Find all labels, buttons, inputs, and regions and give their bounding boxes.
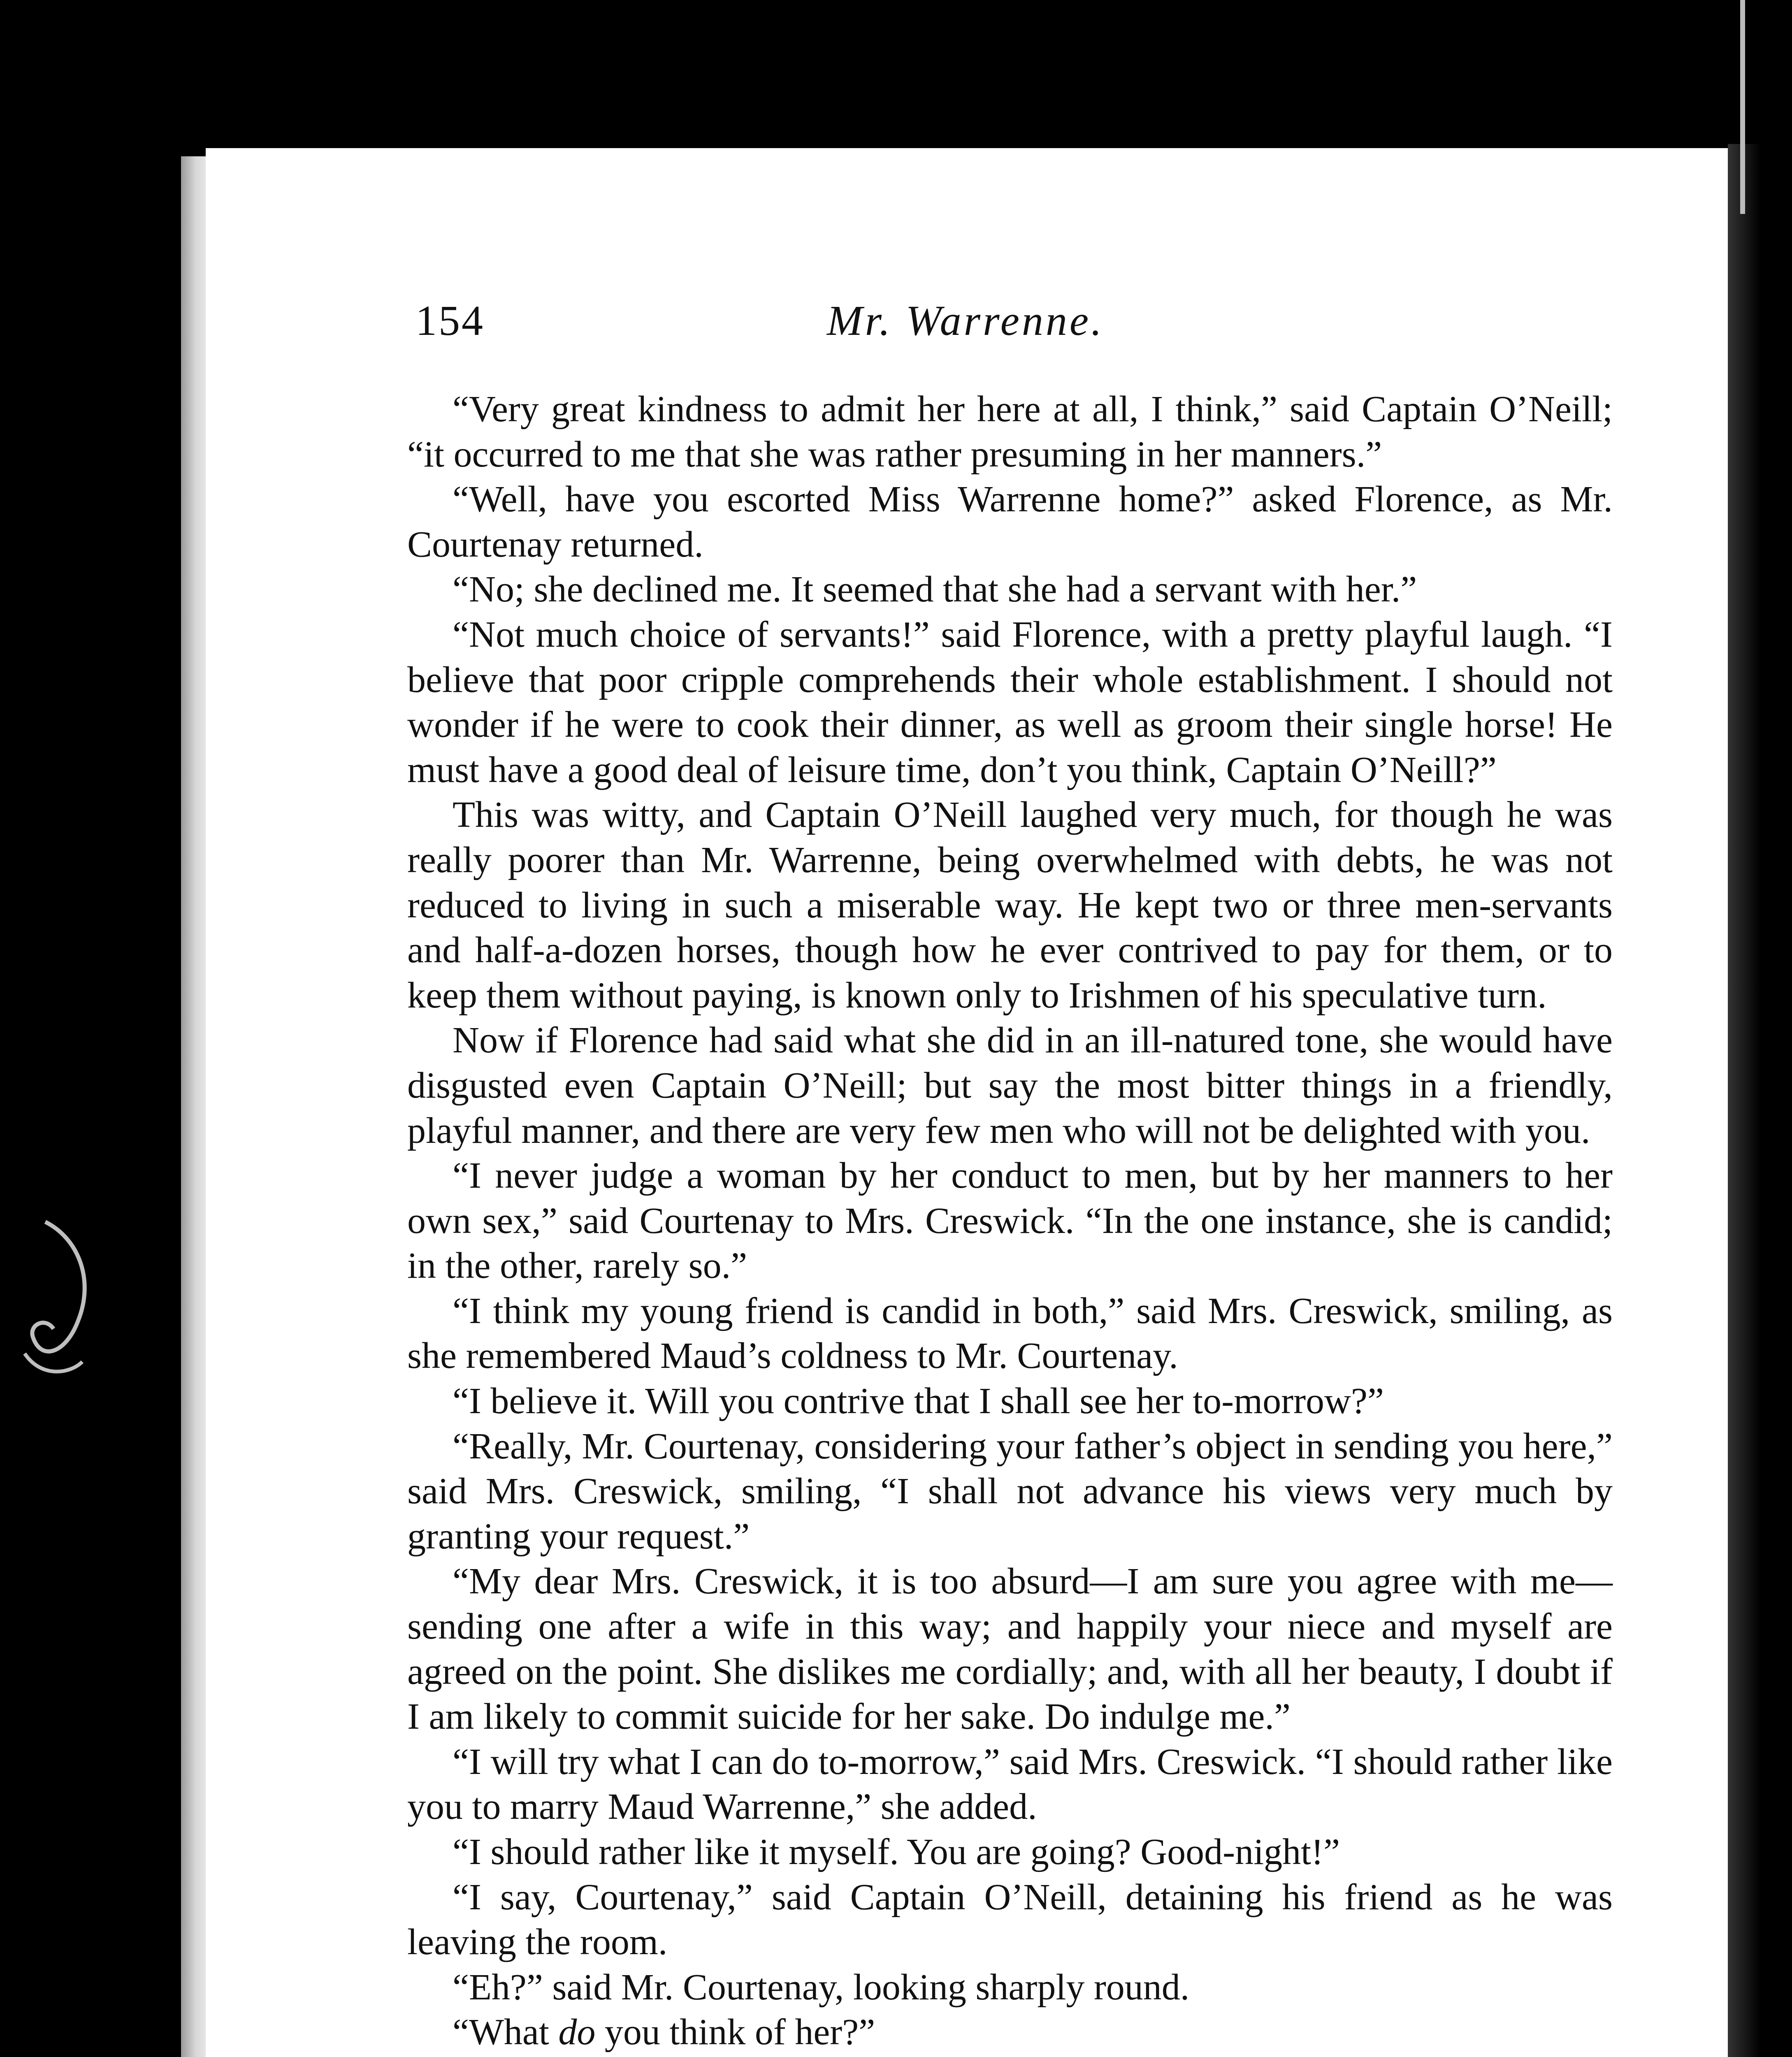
- running-header: [416, 296, 1609, 358]
- paragraph-what-do: [407, 2010, 1613, 2055]
- paragraph: “I say, Courtenay,” said Captain O’Neill, detaining his friend as he was leaving the room.: [407, 1876, 1613, 1963]
- running-title: Mr. Warrenne.: [827, 297, 1105, 344]
- paragraph: “No; she declined me. It seemed that she had a servant with her.”: [453, 569, 1417, 610]
- emphasis: do: [558, 2012, 596, 2053]
- paragraph: “Well, have you escorted Miss Warrenne home?” asked Florence, as Mr. Courtenay returned.: [407, 479, 1613, 565]
- text-run: you think of her?”: [595, 2012, 875, 2053]
- paragraph: “Really, Mr. Courtenay, considering your father’s object in sending you here,” said Mrs. Creswick, smiling, “I shall not advance his views very much by granting your request.”: [407, 1426, 1613, 1557]
- paragraph: Now if Florence had said what she did in an ill-natured tone, she would have disgusted even Captain O’Neill; but say the most bitter things in a friendly, playful manner, and there are very few men who will not be delighted with you.: [407, 1020, 1613, 1151]
- paragraph: “I never judge a woman by her conduct to men, but by her manners to her own sex,” said Courtenay to Mrs. Creswick. “In the one instance, she is candid; in the other, rarely so.”: [407, 1155, 1613, 1286]
- paragraph: “I will try what I can do to-morrow,” said Mrs. Creswick. “I should rather like you to marry Maud Warrenne,” she added.: [407, 1741, 1613, 1827]
- paragraph: “My dear Mrs. Creswick, it is too absurd—I am sure you agree with me—sending one after a wife in this way; and happily your niece and myself are agreed on the point. She dislikes me cordially; and, with all her beauty, I doubt if I am likely to commit suicide for her sake. Do indulge me.”: [407, 1561, 1613, 1737]
- paragraph: “Very great kindness to admit her here at all, I think,” said Captain O’Neill; “it occurred to me that she was rather presuming in her manners.”: [407, 389, 1613, 475]
- facing-page-edge: [1728, 144, 1761, 2057]
- body-text: [407, 387, 1613, 2057]
- paragraph: “I should rather like it myself. You are going? Good-night!”: [453, 1832, 1340, 1872]
- paragraph: “I think my young friend is candid in both,” said Mrs. Creswick, smiling, as she remembered Maud’s coldness to Mr. Courtenay.: [407, 1290, 1613, 1377]
- text-run: “What: [453, 2012, 559, 2053]
- paragraph: “Eh?” said Mr. Courtenay, looking sharply round.: [453, 1966, 1190, 2008]
- pencil-mark-icon: [16, 1214, 99, 1386]
- paragraph: “I believe it. Will you contrive that I shall see her to-morrow?”: [453, 1381, 1384, 1422]
- paragraph: [407, 2055, 1613, 2057]
- page-number: 154: [416, 297, 485, 344]
- paragraph: “Not much choice of servants!” said Florence, with a pretty playful laugh. “I believe that poor cripple comprehends their whole establishment. I should not wonder if he were to cook their dinner, as well as groom their single horse! He must have a good deal of leisure time, don’t you think, Captain O’Neill?”: [407, 614, 1613, 790]
- page-edge-highlight: [1740, 0, 1745, 214]
- scan-background-left: [0, 0, 181, 2057]
- paragraph: This was witty, and Captain O’Neill laughed very much, for though he was really poorer than Mr. Warrenne, being overwhelmed with debts, he was not reduced to living in such a miserable way. He kept two or three men-servants and half-a-dozen horses, though how he ever contrived to pay for them, or to keep them without paying, is known only to Irishmen of his speculative turn.: [407, 794, 1613, 1016]
